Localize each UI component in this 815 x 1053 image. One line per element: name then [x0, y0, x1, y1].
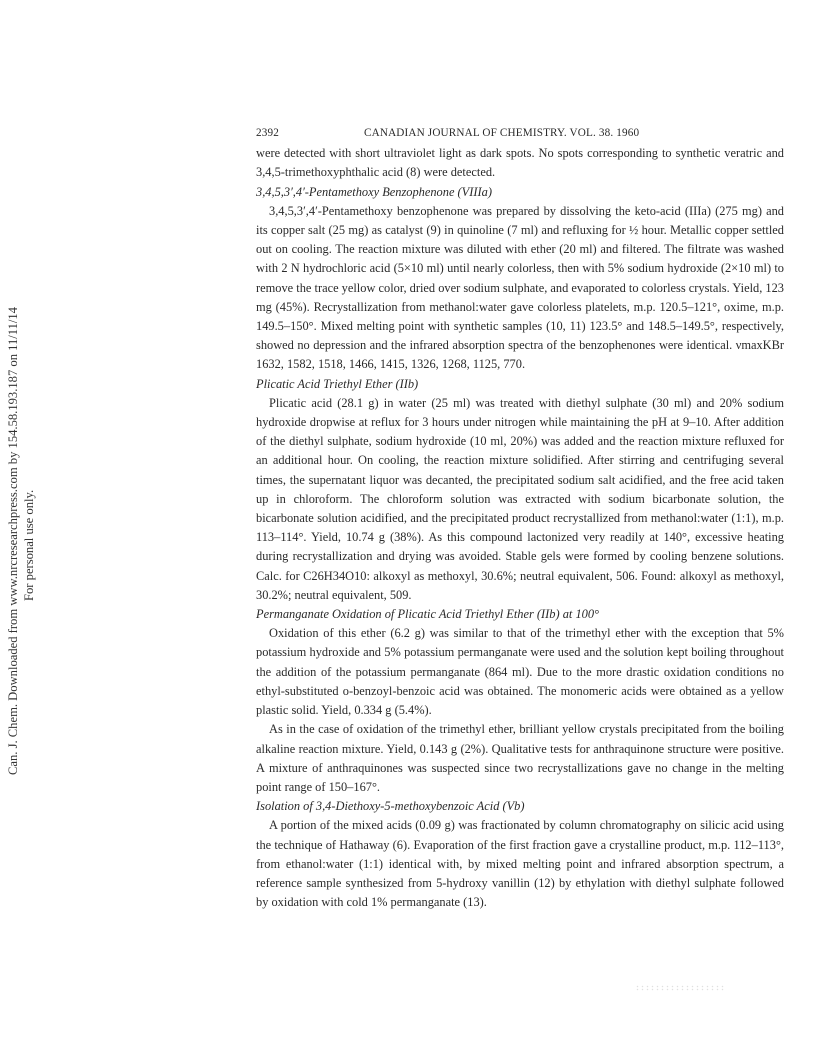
journal-page [256, 124, 784, 912]
running-header [256, 124, 784, 143]
section-heading-permanganate-oxidation: Permanganate Oxidation of Plicatic Acid Triethyl Ether (IIb) at 100° [256, 607, 599, 622]
paragraph-continued: were detected with short ultraviolet light as dark spots. No spots corresponding to synthetic veratric and 3,4,5-trimethoxyphthalic acid (8) were detected. [256, 146, 784, 180]
watermark-line-1: Can. J. Chem. Downloaded from www.nrcresearchpress.com by 154.58.193.187 on 11/11/14 [6, 307, 20, 775]
section-heading-triethyl-ether: Plicatic Acid Triethyl Ether (IIb) [256, 376, 419, 391]
paragraph-isolation: A portion of the mixed acids (0.09 g) was fractionated by column chromatography on silicic acid using the technique of Hathaway (6). Evaporation of the first fraction gave a crystalline product, m.p. 112–113°, from ethanol:water (1:1) identical with, by mixed melting point and infrared absorption spectrum, a reference sample synthesized from 5-hydroxy vanillin (12) by ethylation with diethyl sulphate followed by oxidation with cold 1% permanganate (13). [256, 818, 784, 910]
section-heading-isolation: Isolation of 3,4-Diethoxy-5-methoxybenzoic Acid (Vb) [256, 799, 525, 814]
journal-title: CANADIAN JOURNAL OF CHEMISTRY. VOL. 38. 1960 [364, 127, 640, 139]
scan-speckle [635, 985, 725, 991]
paragraph-oxidation-2: As in the case of oxidation of the trimethyl ether, brilliant yellow crystals precipitated from the boiling alkaline reaction mixture. Yield, 0.143 g (2%). Qualitative tests for anthraquinone structure were positive. A mixture of anthraquinones was suspected since two recrystallizations gave no change in the melting point range of 150–167°. [256, 722, 784, 794]
paragraph-benzophenone: 3,4,5,3′,4′-Pentamethoxy benzophenone was prepared by dissolving the keto-acid (IIIa) (275 mg) and its copper salt (25 mg) as catalyst (9) in quinoline (7 ml) and refluxing for ½ hour. Metallic copper settled out on cooling. The reaction mixture was diluted with ether (20 ml) and filtered. The filtrate was washed with 2 N hydrochloric acid (5×10 ml) until nearly colorless, then with 5% sodium hydroxide (2×10 ml) to remove the trace yellow color, dried over sodium sulphate, and evaporated to colorless crystals. Yield, 123 mg (45%). Recrystallization from methanol:water gave colorless platelets, m.p. 120.5–121°, oxime, m.p. 149.5–150°. Mixed melting point with synthetic samples (10, 11) 123.5° and 148.5–149.5°, respectively, showed no depression and the infrared absorption spectra of the benzophenones were identical. νmaxKBr 1632, 1582, 1518, 1466, 1415, 1326, 1268, 1125, 770. [256, 203, 784, 372]
section-heading-benzophenone: 3,4,5,3′,4′-Pentamethoxy Benzophenone (VIIIa) [256, 184, 492, 199]
watermark-line-2: For personal use only. [22, 489, 36, 601]
download-watermark [6, 255, 40, 775]
paragraph-triethyl-ether: Plicatic acid (28.1 g) in water (25 ml) was treated with diethyl sulphate (30 ml) and 20% sodium hydroxide dropwise at reflux for 3 hours under nitrogen while maintaining the pH at 9–10. After addition of the diethyl sulphate, sodium hydroxide (10 ml, 20%) was added and the reaction mixture refluxed for an additional hour. On cooling, the reaction mixture solidified. After stirring and centrifuging several times, the supernatant liquor was decanted, the precipitated sodium salt acidified, and the free acid taken up in chloroform. The chloroform solution was extracted with sodium bicarbonate solution, the bicarbonate solution acidified, and the precipitated product recrystallized from methanol:water (1:1), m.p. 113–114°. Yield, 10.74 g (38%). As this compound lactonized very readily at 140°, excessive heating during recrystallization and drying was avoided. Stable gels were formed by cooling benzene solutions. Calc. for C26H34O10: alkoxyl as methoxyl, 30.6%; neutral equivalent, 506. Found: alkoxyl as methoxyl, 30.2%; neutral equivalent, 509. [256, 395, 784, 602]
page-number: 2392 [256, 127, 279, 139]
paragraph-oxidation-1: Oxidation of this ether (6.2 g) was similar to that of the trimethyl ether with the exception that 5% potassium hydroxide and 5% potassium permanganate were used and the solution kept boiling throughout the addition of the potassium permanganate (864 ml). Due to the more drastic oxidation conditions no ethyl-substituted o-benzoyl-benzoic acid was obtained. The monomeric acids were obtained as a yellow plastic solid. Yield, 0.334 g (5.4%). [256, 626, 784, 718]
